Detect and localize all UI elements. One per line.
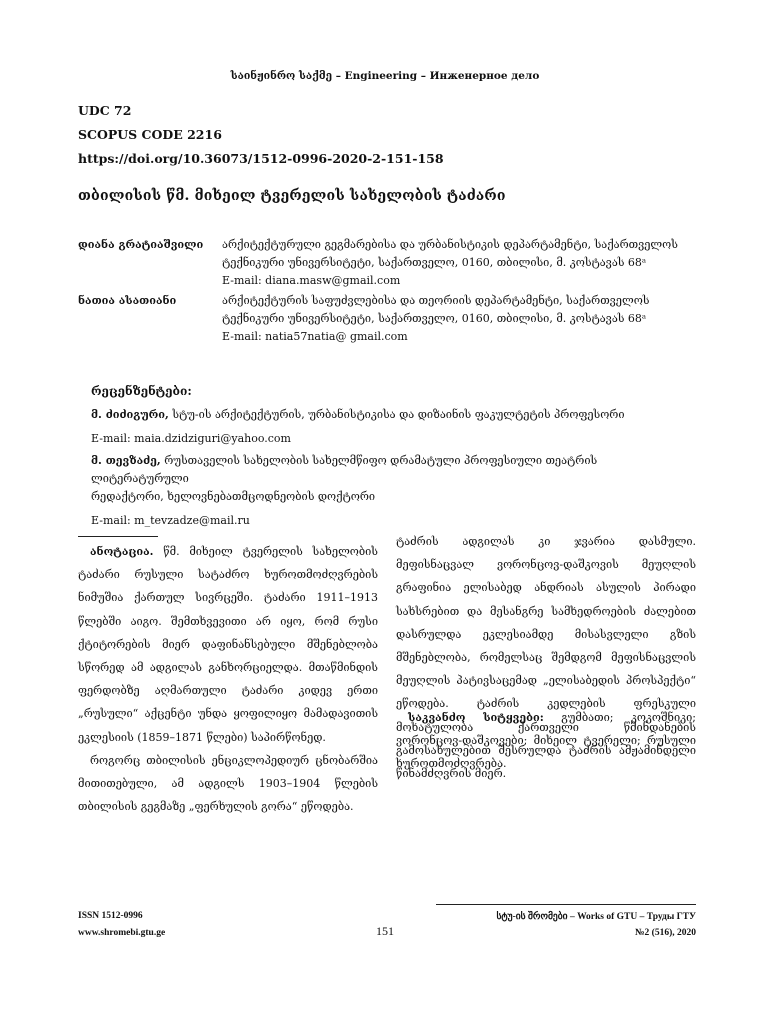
author-name: დიანა გრატიაშვილი bbox=[78, 238, 204, 251]
abstract-paragraph: როგორც თბილისის ენციკლოპედიურ ცნობარშია მითითებული, ამ ადგილს 1903–1904 წლების თბილისის გეგმაზე „ფერხულის გორა“ ეწოდება. bbox=[78, 753, 378, 814]
reviewers-heading: რეცენზენტები: bbox=[91, 384, 192, 398]
reviewer-email[interactable]: E-mail: maia.dzidziguri@yahoo.com bbox=[91, 432, 291, 445]
abstract-paragraph: ტაძრის ადგილას კი ჯვარია დასმული. მეფისნაცვალ ვორონცოვ-დაშკოვის მეუღლის გრაფინია ელისაბედ ანდრიას ასულის პირადი სახსრებით და მესანგრე სამხედროების ძალებით დასრულდა ეკლესიამდე მისასვლელი გზის მშენებლობა, რომელსაც შემდგომ მეფისნაცვლის მეუღლის პატივსაცემად „ელისაბედის პროსპექტი“ ეწოდება. ტაძრის კედლების ფრესკული მოხატულობა ქართველი წმინდანების გამოსახულებით შესრულდა ტაძრის ამჟამინდელი წინამძღვრის მიერ. bbox=[396, 535, 696, 781]
author-email[interactable]: E-mail: natia57natia@ gmail.com bbox=[222, 330, 408, 343]
keywords-block bbox=[396, 706, 696, 776]
keywords-label: საკვანძო სიტყვები: bbox=[408, 711, 544, 724]
journal-website-link[interactable]: www.shromebi.gtu.ge bbox=[78, 928, 166, 938]
reviewer-entry bbox=[91, 452, 696, 530]
reviewer-position: რუსთაველის სახელობის სახელმწიფო დრამატული პროფესიული თეატრის ლიტერატურული bbox=[91, 454, 598, 485]
abstract-column bbox=[78, 540, 378, 818]
author-affiliation bbox=[222, 292, 692, 346]
reviewer-email[interactable]: E-mail: m_tevzadze@mail.ru bbox=[91, 514, 250, 527]
reviewer-position: სტუ-ის არქიტექტურის, ურბანისტიკისა და დიზაინის ფაკულტეტის პროფესორი bbox=[168, 408, 625, 421]
keywords-text: გუმბათი; კოკოშნიკი; ვორონცოვ-დაშკოვები; მიხეილ ტვერელი; რუსული ხუროთმოძღვრება. bbox=[396, 711, 696, 771]
author-name: ნათია ასათიანი bbox=[78, 294, 177, 307]
issn: ISSN 1512-0996 bbox=[78, 911, 143, 921]
abstract-label: ანოტაცია. bbox=[90, 545, 154, 558]
udc-code: UDC 72 bbox=[78, 103, 132, 118]
page-number: 151 bbox=[376, 924, 394, 938]
section-divider bbox=[78, 536, 158, 537]
article-title: თბილისის წმ. მიხეილ ტვერელის სახელობის ტაძარი bbox=[78, 188, 506, 204]
footer-rule bbox=[436, 904, 696, 905]
author-affiliation bbox=[222, 236, 692, 290]
reviewer-name: მ. თევზაძე, bbox=[91, 454, 161, 467]
running-header: საინჟინრო საქმე – Engineering – Инженерное дело bbox=[230, 70, 540, 82]
affiliation-line: არქიტექტურული გეგმარებისა და ურბანისტიკის დეპარტამენტი, საქართველოს bbox=[222, 238, 678, 251]
affiliation-line: ტექნიკური უნივერსიტეტი, საქართველო, 0160, თბილისი, მ. კოსტავას 68ᵃ bbox=[222, 312, 647, 325]
scopus-code: SCOPUS CODE 2216 bbox=[78, 127, 222, 142]
reviewer-entry bbox=[91, 406, 696, 448]
reviewer-name: მ. ძიძიგური, bbox=[91, 408, 169, 421]
reviewer-position: რედაქტორი, ხელოვნებათმცოდნეობის დოქტორი bbox=[91, 490, 376, 503]
affiliation-line: ტექნიკური უნივერსიტეტი, საქართველო, 0160, თბილისი, მ. კოსტავას 68ᵃ bbox=[222, 256, 647, 269]
journal-issue: №2 (516), 2020 bbox=[635, 928, 696, 938]
journal-name: სტუ-ის შრომები – Works of GTU – Труды ГТУ bbox=[496, 912, 696, 922]
affiliation-line: არქიტექტურის საფუძვლებისა და თეორიის დეპარტამენტი, საქართველოს bbox=[222, 294, 650, 307]
abstract-paragraph: წმ. მიხეილ ტვერელის სახელობის ტაძარი რუსული სატაძრო ხუროთმოძღვრების ნიმუშია ქართულ სივრცეში. ტაძარი 1911–1913 წლებში აიგო. შემთხვევითი არ იყო, რომ რუსი ქტიტორების მიერ დაფინანსებული მშენებლობა სწორედ ამ ადგილას განხორციელდა. მთაწმინდის ფერდობზე აღმართული ტაძარი კიდევ ერთი „რუსული“ აქცენტი უნდა ყოფილიყო მამადავითის ეკლესიის (1859–1871 წლები) საპირწონედ. bbox=[78, 545, 378, 744]
doi-link[interactable]: https://doi.org/10.36073/1512-0996-2020-2-151-158 bbox=[78, 151, 444, 166]
author-email[interactable]: E-mail: diana.masw@gmail.com bbox=[222, 274, 401, 287]
